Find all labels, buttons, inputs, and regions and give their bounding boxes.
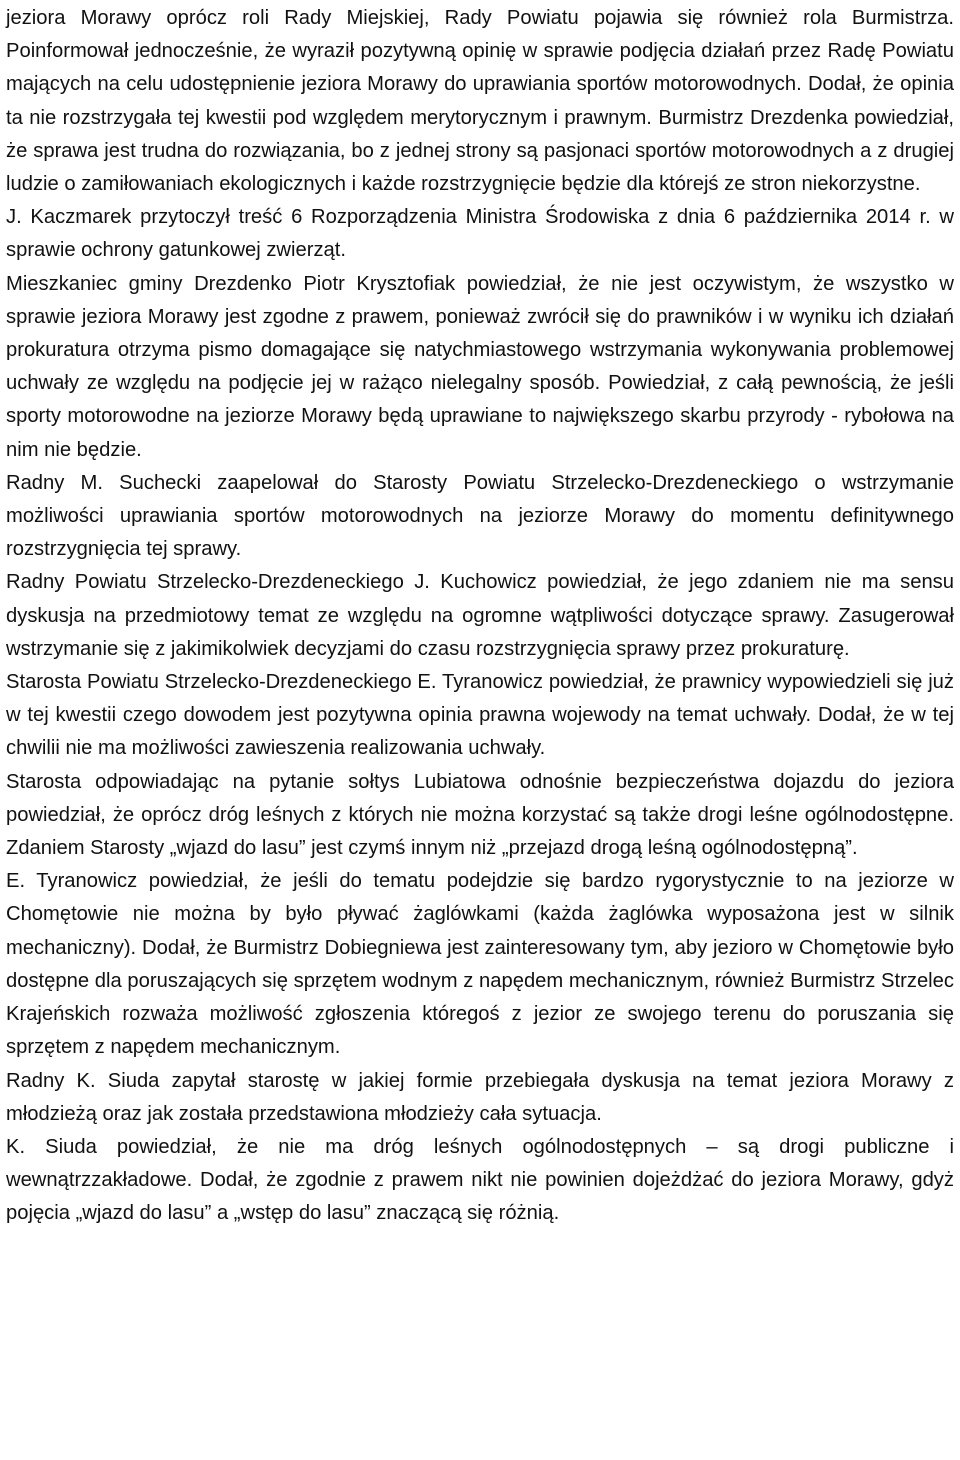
paragraph-suchecki-appeal: Radny M. Suchecki zaapelował do Starosty Powiatu Strzelecko-Drezdeneckiego o wstrzymanie możliwości uprawiania sportów motorowodnych na jeziorze Morawy do momentu definitywnego rozstrzygnięcia tej sprawy. bbox=[6, 471, 954, 561]
paragraph-krysztofiak-statement: Mieszkaniec gminy Drezdenko Piotr Krysztofiak powiedział, że nie jest oczywistym, że wszystko w sprawie jeziora Morawy jest zgodne z prawem, ponieważ zwrócił się do prawników i w wyniku ich działań prokuratura otrzyma pismo domagające się natychmiastowego wstrzymania wykonywania problemowej uchwały ze względu na podjęcie jej w rażąco nielegalny sposób. Powiedział, z całą pewnością, że jeśli sporty motorowodne na jeziorze Morawy będą uprawiane to największego skarbu przyrody - rybołowa na nim nie będzie. bbox=[6, 272, 954, 461]
paragraph-kaczmarek-regulation: J. Kaczmarek przytoczył treść 6 Rozporządzenia Ministra Środowiska z dnia 6 października 2014 r. w sprawie ochrony gatunkowej zwierząt. bbox=[6, 206, 954, 262]
paragraph-tyranowicz-legal-opinion: Starosta Powiatu Strzelecko-Drezdeneckiego E. Tyranowicz powiedział, że prawnicy wypowiedzieli się już w tej kwestii czego dowodem jest pozytywna opinia prawna wojewody na temat uchwały. Dodał, że w tej chwilii nie ma możliwości zawieszenia realizowania uchwały. bbox=[6, 671, 954, 760]
paragraph-siuda-question: Radny K. Siuda zapytał starostę w jakiej formie przebiegała dyskusja na temat jeziora Morawy z młodzieżą oraz jak została przedstawiona młodzieży cała sytuacja. bbox=[6, 1069, 954, 1125]
paragraph-burmistrz-opinion: jeziora Morawy oprócz roli Rady Miejskiej, Rady Powiatu pojawia się również rola Burmistrza. Poinformował jednocześnie, że wyraził pozytywną opinię w sprawie podjęcia działań przez Radę Powiatu mających na celu udostępnienie jeziora Morawy do uprawiania sportów motorowodnych. Dodał, że opinia ta nie rozstrzygała tej kwestii pod względem merytorycznym i prawnym. Burmistrz Drezdenka powiedział, że sprawa jest trudna do rozwiązania, bo z jednej strony są pasjonaci sportów motorowodnych a z drugiej ludzie o zamiłowaniach ekologicznych i każde rozstrzygnięcie będzie dla którejś ze stron niekorzystne. bbox=[6, 7, 954, 196]
paragraph-siuda-forest-roads: K. Siuda powiedział, że nie ma dróg leśnych ogólnodostępnych – są drogi publiczne i wewnątrzzakładowe. Dodał, że zgodnie z prawem nikt nie powinien dojeżdżać do jeziora Morawy, gdyż pojęcia „wjazd do lasu” a „wstęp do lasu” znaczącą się różnią. bbox=[6, 1135, 954, 1225]
paragraph-starosta-forest-roads: Starosta odpowiadając na pytanie sołtys Lubiatowa odnośnie bezpieczeństwa dojazdu do jeziora powiedział, że oprócz dróg leśnych z których nie można korzystać są także drogi leśne ogólnodostępne. Zdaniem Starosty „wjazd do lasu” jest czymś innym niż „przejazd drogą leśną ogólnodostępną”. bbox=[6, 770, 954, 860]
paragraph-tyranowicz-chometow: E. Tyranowicz powiedział, że jeśli do tematu podejdzie się bardzo rygorystycznie to na jeziorze w Chomętowie nie można by było pływać żaglówkami (każda żaglówka wyposażona jest w silnik mechaniczny). Dodał, że Burmistrz Dobiegniewa jest zainteresowany tym, aby jezioro w Chomętowie było dostępne dla poruszających się sprzętem wodnym z napędem mechanicznym, również Burmistrz Strzelec Krajeńskich rozważa możliwość zgłoszenia któregoś z jezior ze swojego terenu do poruszania się sprzętem z napędem mechanicznym. bbox=[6, 870, 954, 1059]
paragraph-kuchowicz-statement: Radny Powiatu Strzelecko-Drezdeneckiego J. Kuchowicz powiedział, że jego zdaniem nie ma sensu dyskusja na przedmiotowy temat ze względu na ogromne wątpliwości dotyczące sprawy. Zasugerował wstrzymanie się z jakimikolwiek decyzjami do czasu rozstrzygnięcia sprawy przez prokuraturę. bbox=[6, 571, 954, 660]
